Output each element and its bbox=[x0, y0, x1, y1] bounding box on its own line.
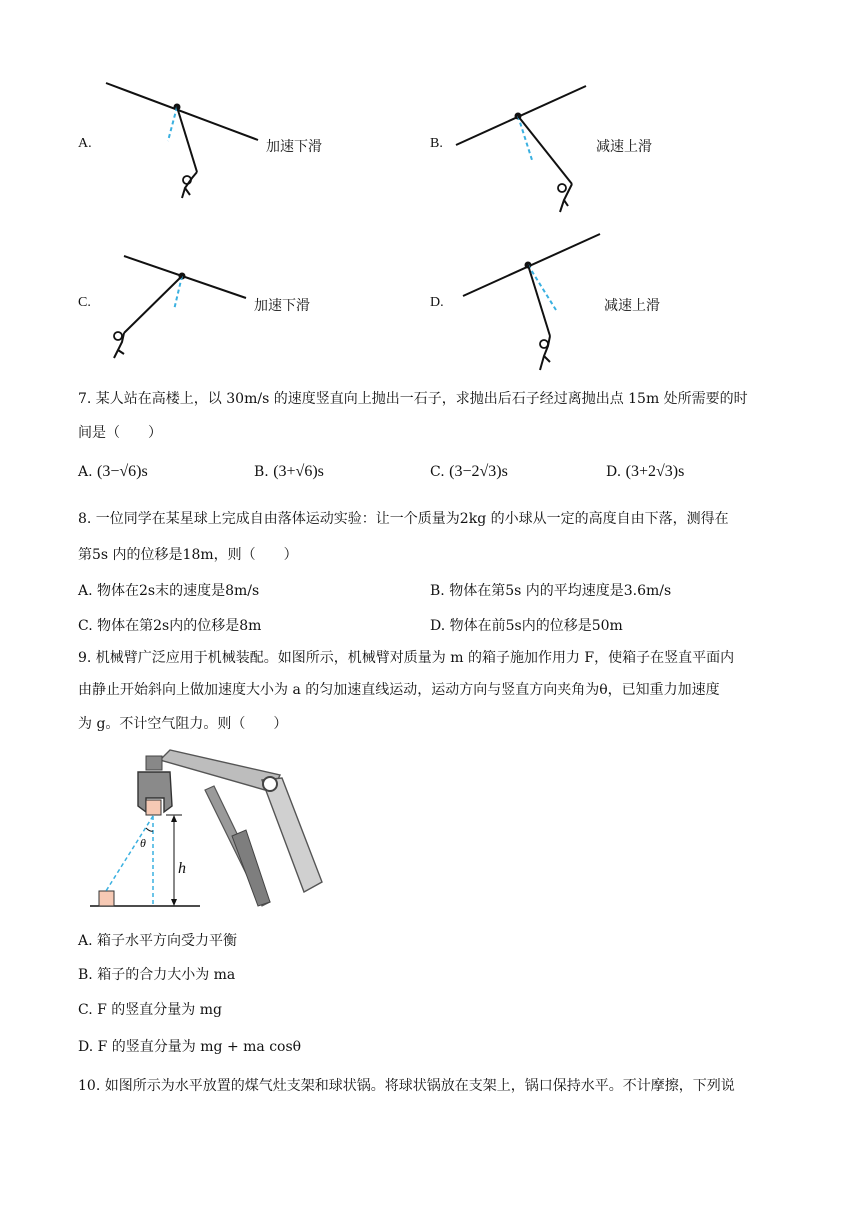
q7-stem-line1: 7. 某人站在高楼上，以 30m/s 的速度竖直向上抛出一石子，求抛出后石子经过离抛出点 15m 处所需要的时 bbox=[78, 391, 748, 407]
q8-option-c-letter: C. bbox=[78, 618, 93, 634]
q9-option-d-text: F 的竖直分量为 mg + ma cosθ bbox=[97, 1039, 302, 1055]
q8-option-c-text: 物体在第2s内的位移是8m bbox=[97, 618, 262, 634]
q9-stem-line1: 9. 机械臂广泛应用于机械装配。如图所示，机械臂对质量为 m 的箱子施加作用力 F，使箱子在竖直平面内 bbox=[78, 650, 735, 666]
q7-option-a-expr: (3−√6)s bbox=[97, 463, 148, 480]
q7-option-d-letter: D. bbox=[606, 464, 622, 480]
figure-d-caption: 减速上滑 bbox=[604, 298, 660, 314]
q7-option-d-expr: (3+2√3)s bbox=[625, 463, 685, 480]
q7-option-b-expr: (3+√6)s bbox=[273, 463, 324, 480]
q8-option-b-text: 物体在第5s 内的平均速度是3.6m/s bbox=[449, 583, 672, 599]
figure-b-letter: B. bbox=[430, 136, 443, 151]
figure-a-letter: A. bbox=[78, 136, 92, 151]
q7-option-a-letter: A. bbox=[78, 464, 93, 480]
figure-b-caption: 减速上滑 bbox=[596, 139, 652, 155]
q8-option-a-text: 物体在2s末的速度是8m/s bbox=[97, 583, 260, 599]
q9-option-b-text: 箱子的合力大小为 ma bbox=[97, 967, 236, 983]
q10-stem-line1: 10. 如图所示为水平放置的煤气灶支架和球状锅。将球状锅放在支架上，锅口保持水平。不计摩擦，下列说 bbox=[78, 1078, 735, 1094]
q9-option-a-letter: A. bbox=[78, 933, 93, 949]
figure-c-caption: 加速下滑 bbox=[254, 298, 310, 314]
figure-d-letter: D. bbox=[430, 295, 444, 310]
q9-option-b-letter: B. bbox=[78, 967, 93, 983]
q9-option-b bbox=[78, 964, 235, 984]
q9-option-c bbox=[78, 999, 222, 1019]
q7-option-c-letter: C. bbox=[430, 464, 445, 480]
figure-a-caption: 加速下滑 bbox=[266, 139, 322, 155]
q9-option-c-letter: C. bbox=[78, 1002, 93, 1018]
figure-theta-label: θ bbox=[140, 836, 146, 850]
q9-option-d-letter: D. bbox=[78, 1039, 94, 1055]
q9-stem-line3: 为 g。不计空气阻力。则（ ） bbox=[78, 716, 288, 732]
q7-stem-line2: 间是（ ） bbox=[78, 425, 162, 441]
figure-c-letter: C. bbox=[78, 295, 91, 310]
q7-option-c-expr: (3−2√3)s bbox=[449, 463, 508, 480]
q8-option-d-text: 物体在前5s内的位移是50m bbox=[449, 618, 623, 634]
q9-option-a-text: 箱子水平方向受力平衡 bbox=[97, 933, 238, 949]
q8-stem-line2: 第5s 内的位移是18m，则（ ） bbox=[78, 547, 298, 563]
q8-stem-line1: 8. 一位同学在某星球上完成自由落体运动实验：让一个质量为2kg 的小球从一定的高度自由下落，测得在 bbox=[78, 511, 729, 527]
q8-option-b-letter: B. bbox=[430, 583, 445, 599]
q9-option-d bbox=[78, 1036, 301, 1056]
q8-option-d-letter: D. bbox=[430, 618, 446, 634]
figure-h-label: h bbox=[178, 860, 186, 877]
q9-option-c-text: F 的竖直分量为 mg bbox=[97, 1002, 222, 1018]
q9-stem-line2: 由静止开始斜向上做加速度大小为 a 的匀加速直线运动，运动方向与竖直方向夹角为θ，已知重力加速度 bbox=[78, 682, 720, 698]
q7-option-b-letter: B. bbox=[254, 464, 269, 480]
q8-option-a-letter: A. bbox=[78, 583, 93, 599]
q9-option-a bbox=[78, 930, 237, 950]
